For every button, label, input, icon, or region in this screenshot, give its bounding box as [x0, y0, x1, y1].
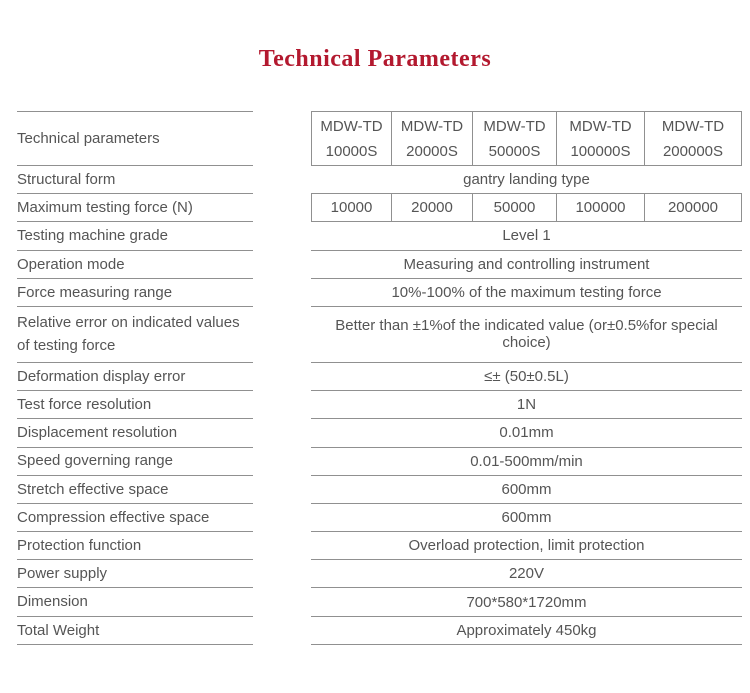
row-value: 10%-100% of the maximum testing force: [311, 279, 742, 307]
column-gap: [253, 307, 311, 363]
row-value: ≤± (50±0.5L): [311, 363, 742, 391]
column-gap: [253, 222, 311, 250]
column-gap: [253, 419, 311, 447]
model-header-cell: [473, 112, 557, 165]
row-label: Relative error on indicated values of testing force: [17, 307, 253, 363]
model-series: MDW-TD: [400, 117, 464, 135]
row-value: Level 1: [311, 222, 742, 250]
table-row: [17, 419, 742, 447]
row-label: Testing machine grade: [17, 222, 253, 250]
row-value: 600mm: [311, 476, 742, 504]
row-value: 1N: [311, 391, 742, 419]
table-row: [17, 222, 742, 250]
table-row: [17, 166, 742, 194]
row-label: Dimension: [17, 588, 253, 616]
model-series: MDW-TD: [320, 117, 383, 135]
row-label: Total Weight: [17, 617, 253, 645]
force-value-cell: 10000: [311, 194, 392, 221]
row-value: 700*580*1720mm: [311, 588, 742, 616]
table-row: [17, 504, 742, 532]
table-row: [17, 279, 742, 307]
column-gap: [253, 532, 311, 560]
column-gap: [253, 111, 311, 166]
technical-parameters-table: [17, 111, 742, 645]
model-code: 200000S: [662, 142, 724, 160]
model-series: MDW-TD: [661, 117, 725, 135]
model-series: MDW-TD: [483, 117, 546, 135]
row-value: 0.01mm: [311, 419, 742, 447]
column-gap: [253, 504, 311, 532]
row-label: Structural form: [17, 166, 253, 194]
force-value-cell: 20000: [392, 194, 473, 221]
table-row: [17, 391, 742, 419]
model-code: 100000S: [570, 142, 631, 160]
model-code: 20000S: [406, 142, 458, 160]
row-value: gantry landing type: [311, 166, 742, 194]
row-value: 0.01-500mm/min: [311, 448, 742, 476]
force-value-cell: 200000: [645, 194, 742, 221]
model-header-cells: [311, 111, 742, 166]
row-value: Better than ±1%of the indicated value (or±0.5%for special choice): [311, 307, 742, 363]
column-gap: [253, 166, 311, 194]
row-label: Stretch effective space: [17, 476, 253, 504]
row-label: Deformation display error: [17, 363, 253, 391]
column-gap: [253, 391, 311, 419]
model-header-cell: [311, 112, 392, 165]
column-gap: [253, 279, 311, 307]
row-label: Test force resolution: [17, 391, 253, 419]
model-header-cell: [557, 112, 645, 165]
table-row: [17, 588, 742, 616]
table-row: [17, 307, 742, 363]
column-gap: [253, 476, 311, 504]
row-value: 600mm: [311, 504, 742, 532]
row-value: 220V: [311, 560, 742, 588]
model-code: 10000S: [325, 142, 378, 160]
force-value-cells: [311, 194, 742, 222]
column-gap: [253, 251, 311, 279]
row-label: Maximum testing force (N): [17, 194, 253, 222]
row-value: Approximately 450kg: [311, 617, 742, 645]
row-label: Power supply: [17, 560, 253, 588]
row-label: Operation mode: [17, 251, 253, 279]
table-row: [17, 532, 742, 560]
row-value: Measuring and controlling instrument: [311, 251, 742, 279]
table-row: [17, 617, 742, 645]
table-row: [17, 251, 742, 279]
column-gap: [253, 588, 311, 616]
column-gap: [253, 560, 311, 588]
model-header-cell: [645, 112, 742, 165]
force-value-cell: 100000: [557, 194, 645, 221]
row-label: Force measuring range: [17, 279, 253, 307]
model-header-cell: [392, 112, 473, 165]
row-label: Protection function: [17, 532, 253, 560]
model-code: 50000S: [488, 142, 541, 160]
row-label: Compression effective space: [17, 504, 253, 532]
force-value-cell: 50000: [473, 194, 557, 221]
column-gap: [253, 194, 311, 222]
table-row-header: [17, 111, 742, 166]
table-row: [17, 194, 742, 222]
model-series: MDW-TD: [569, 117, 632, 135]
page-title: Technical Parameters: [258, 46, 492, 72]
row-label: Speed governing range: [17, 448, 253, 476]
table-row: [17, 448, 742, 476]
row-label: Displacement resolution: [17, 419, 253, 447]
column-gap: [253, 448, 311, 476]
column-gap: [253, 617, 311, 645]
table-row: [17, 476, 742, 504]
column-gap: [253, 363, 311, 391]
row-label: Technical parameters: [17, 111, 253, 166]
table-row: [17, 560, 742, 588]
table-row: [17, 363, 742, 391]
row-value: Overload protection, limit protection: [311, 532, 742, 560]
